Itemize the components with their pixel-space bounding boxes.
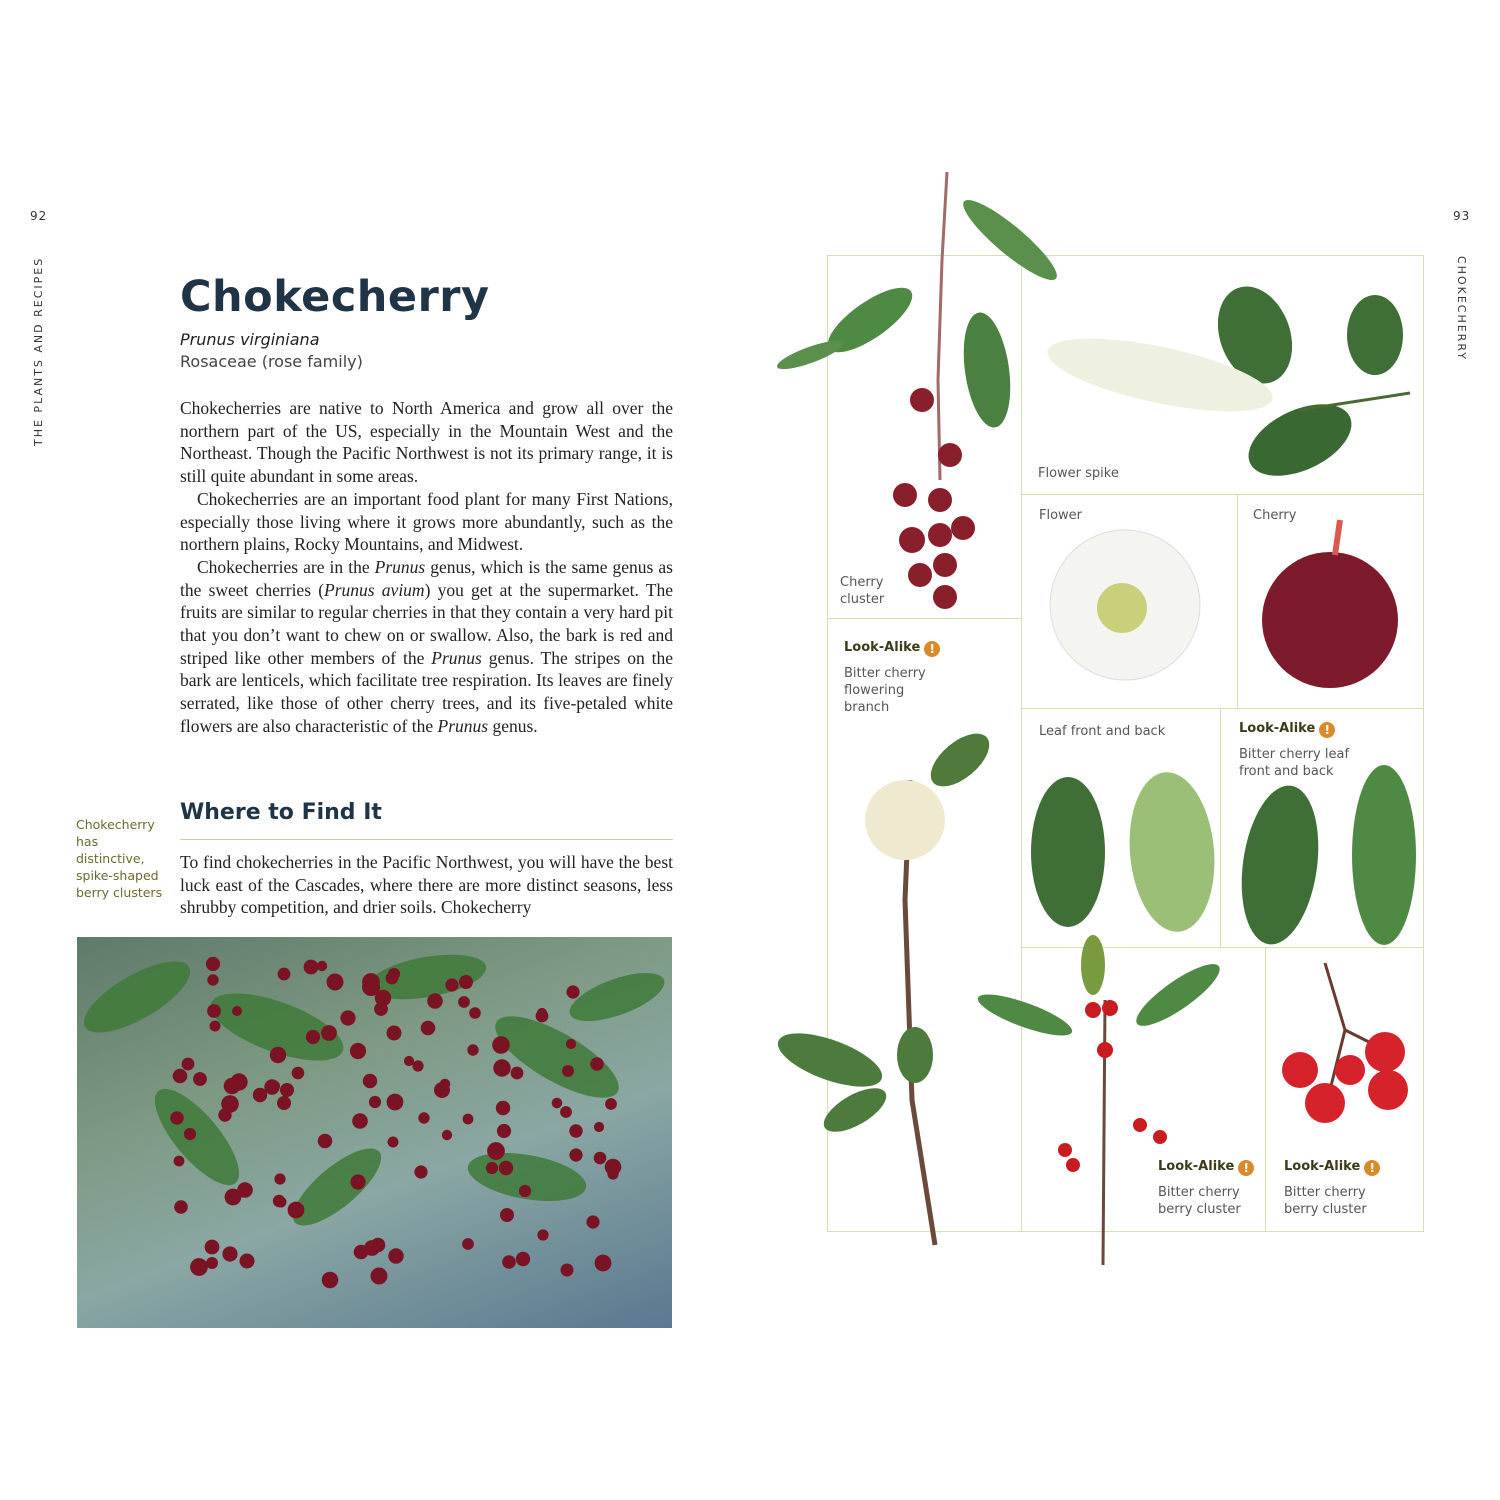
look-alike-label: Look-Alike (1158, 1159, 1235, 1174)
panel-cherry-cluster (827, 255, 1022, 619)
running-head-right: CHOKECHERRY (1455, 256, 1468, 361)
panel-flower (1021, 494, 1238, 709)
warning-icon: ! (924, 641, 940, 657)
page-number-left: 92 (30, 209, 48, 223)
label-bitter-branch: Bitter cherry flowering branch (844, 666, 926, 715)
running-head-left: THE PLANTS AND RECIPES (32, 256, 45, 446)
warning-icon: ! (1238, 1160, 1254, 1176)
section-text: To find chokecherries in the Pacific Northwest, you will have the best luck east of the Cascades, where there are more distinct seasons, less shrubby competition, and drier soils. Chokecherry (180, 852, 673, 918)
panel-bitter-berry-1 (1021, 947, 1266, 1232)
photo-caption: Chokecherry has distinctive, spike-shaped berry clusters (76, 817, 163, 900)
label-flower: Flower (1039, 508, 1083, 523)
look-alike-label: Look-Alike (1284, 1159, 1361, 1174)
intro-paragraph: Chokecherries are native to North America and grow all over the northern part of the US, especially in the Mountain West and the Northeast. Though the Pacific Northwest is not its primary range, it is still quite abundant in some areas. (180, 398, 673, 487)
chokecherry-photo (77, 937, 672, 1328)
look-alike-label: Look-Alike (1239, 721, 1316, 736)
scientific-name: Prunus virginiana (180, 330, 320, 349)
panel-leaf (1021, 708, 1221, 948)
label-cherry-cluster: Cherry cluster (840, 575, 885, 607)
page-number-right: 93 (1453, 209, 1471, 223)
label-bitter-leaf: Bitter cherry leaf front and back (1239, 747, 1350, 779)
plant-family: Rosaceae (rose family) (180, 352, 363, 371)
section-divider (180, 839, 673, 840)
panel-flower-spike (1021, 255, 1424, 495)
panel-bitter-branch (827, 618, 1022, 1232)
look-alike-label: Look-Alike (844, 640, 921, 655)
label-bitter-berry-1: Bitter cherry berry cluster (1158, 1185, 1241, 1217)
panel-cherry (1237, 494, 1424, 709)
warning-icon: ! (1364, 1160, 1380, 1176)
warning-icon: ! (1319, 722, 1335, 738)
page-title: Chokecherry (180, 272, 490, 322)
panel-bitter-leaf (1220, 708, 1424, 948)
intro-paragraph: Chokecherries are in the Prunus genus, which is the same genus as the sweet cherries (Prunus avium) you get at the supermarket. The fruits are similar to regular cherries in that they contain a very hard pit that you don’t want to chew on or swallow. Also, the bark is red and striped like other members of the Prunus genus. The stripes on the bark are lenticels, which facilitate tree respiration. Its leaves are finely serrated, like those of other cherry trees, and its five-petaled white flowers are also characteristic of the Prunus genus. (180, 556, 674, 736)
label-leaf: Leaf front and back (1039, 724, 1166, 739)
panel-bitter-berry-2 (1265, 947, 1424, 1232)
label-cherry: Cherry (1253, 508, 1297, 523)
intro-paragraph: Chokecherries are an important food plant for many First Nations, especially those living where it grows more abundantly, such as the northern plains, Rocky Mountains, and Midwest. (180, 488, 673, 555)
intro-text (180, 397, 673, 738)
label-flower-spike: Flower spike (1038, 466, 1119, 481)
section-heading: Where to Find It (180, 800, 382, 825)
label-bitter-berry-2: Bitter cherry berry cluster (1284, 1185, 1367, 1217)
